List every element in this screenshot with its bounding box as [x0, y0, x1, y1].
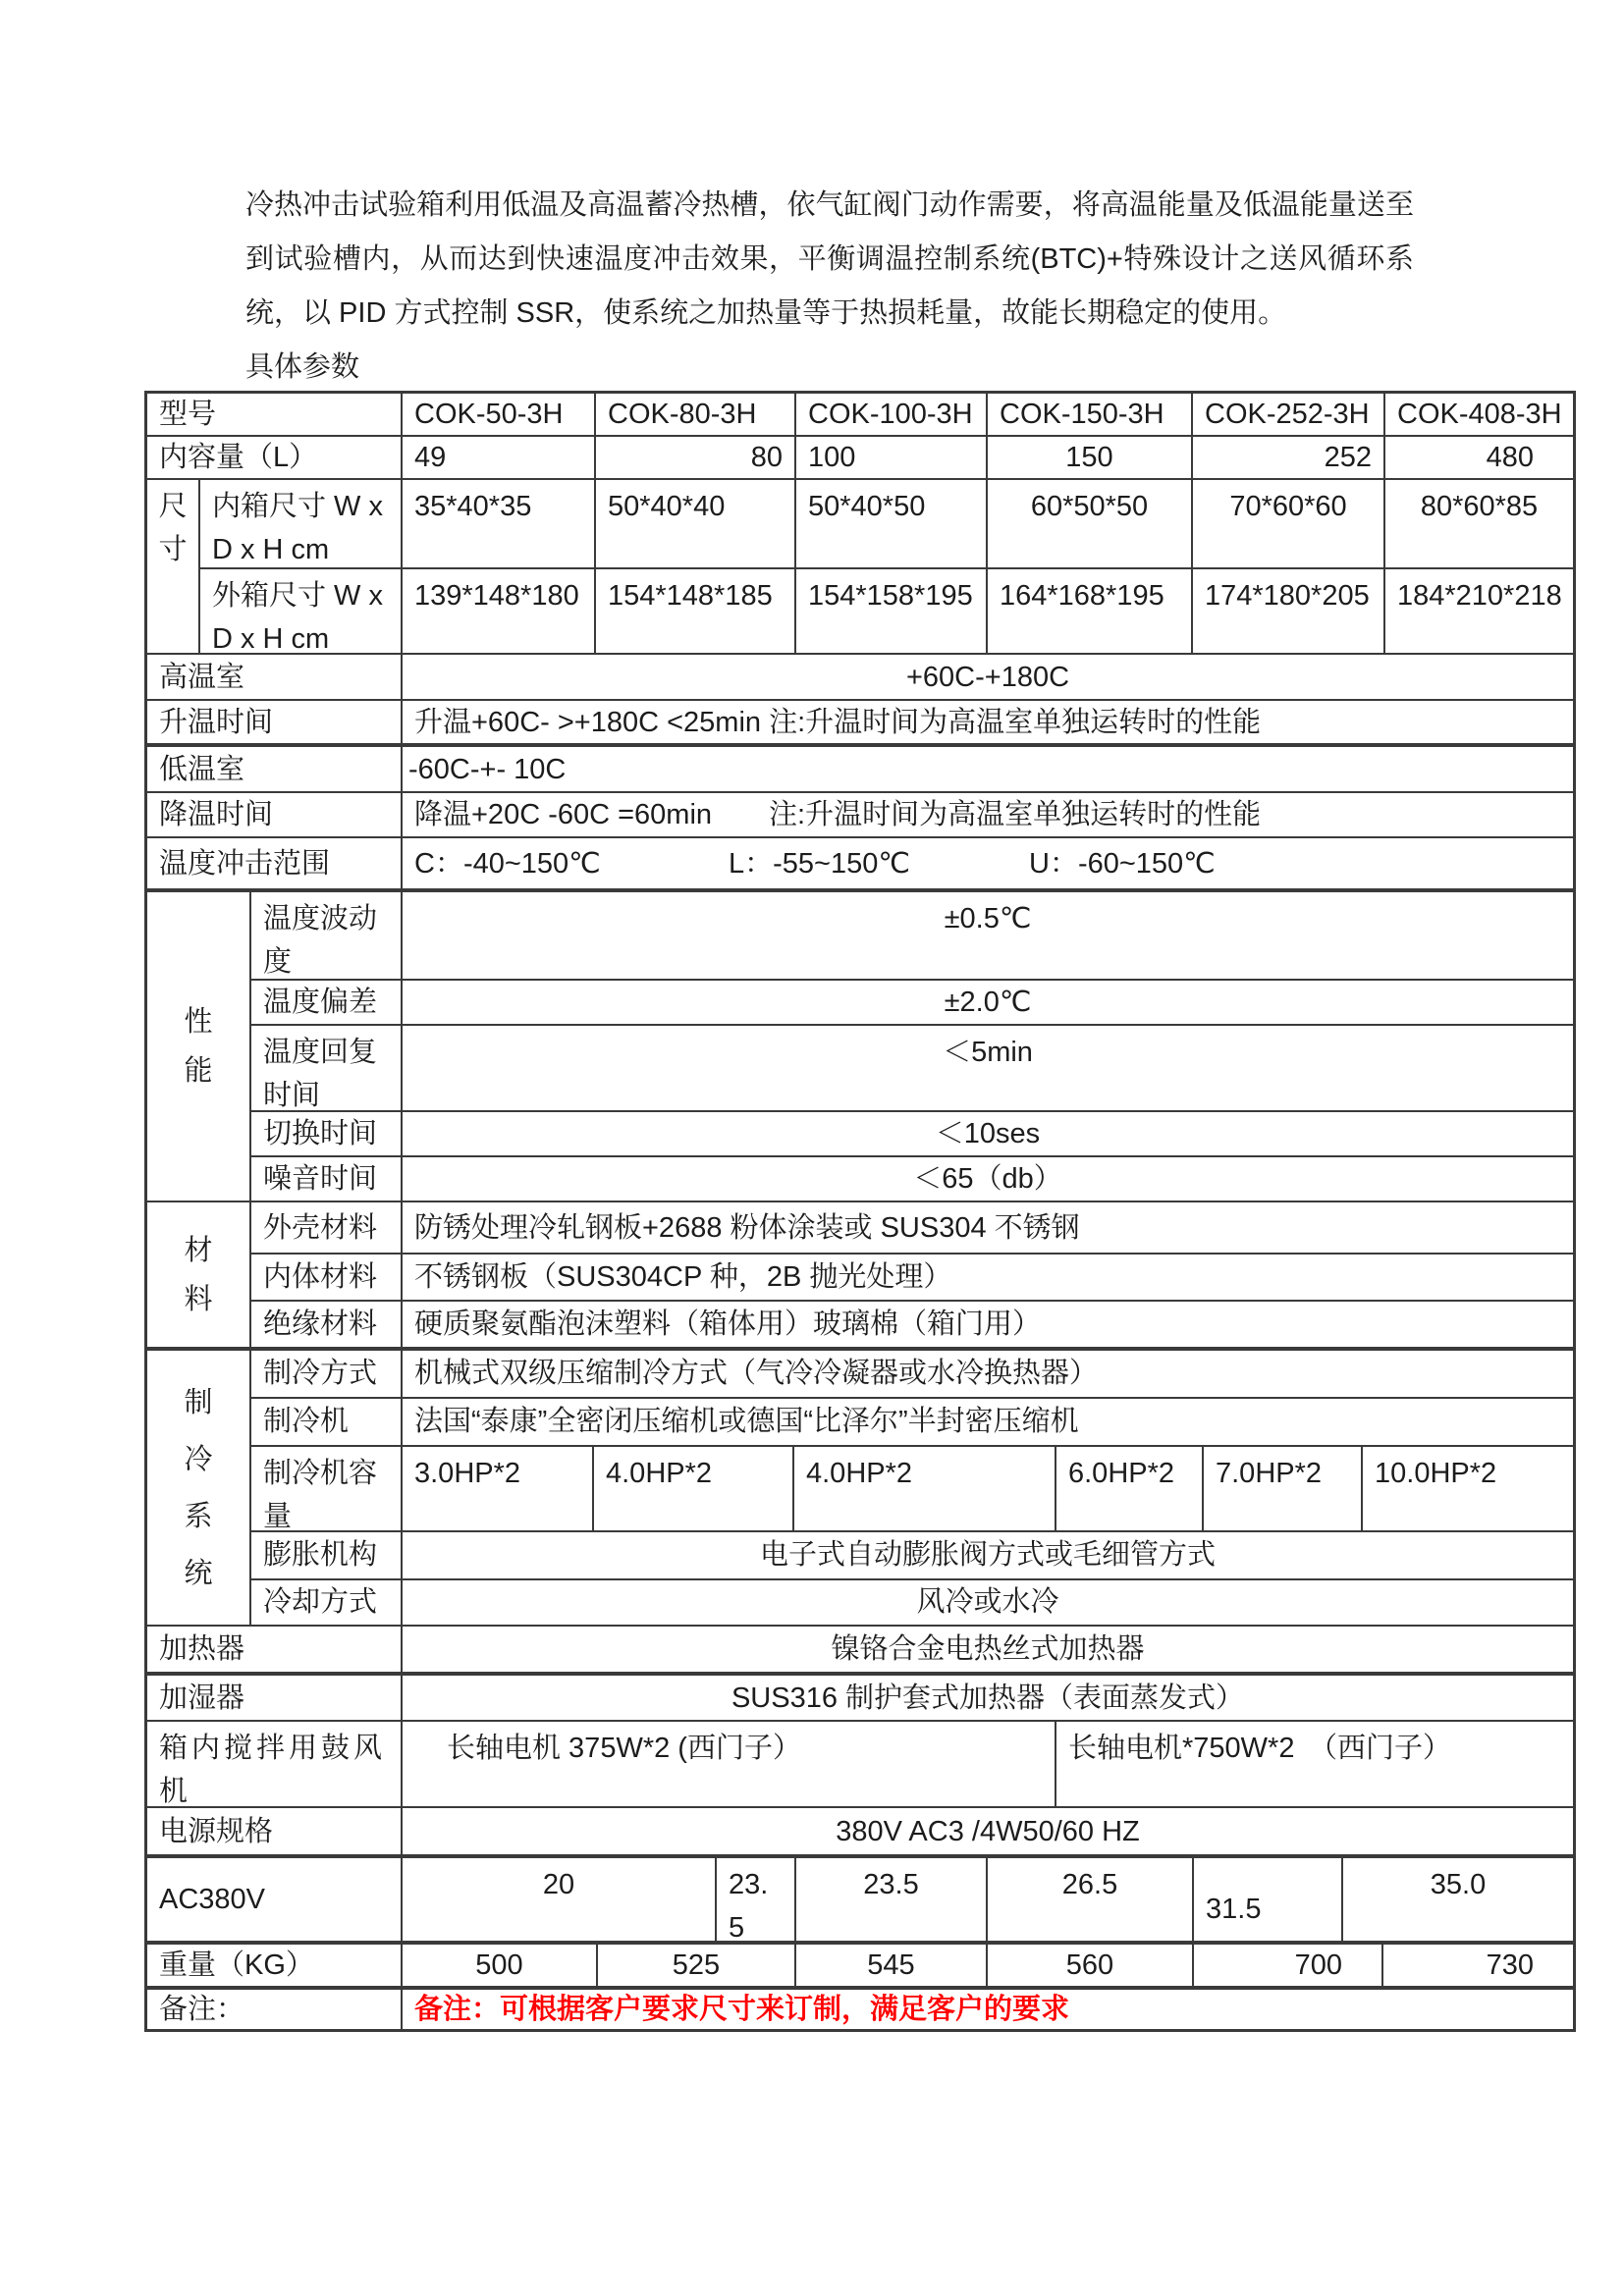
value-cell: 降温+20C -60C =60min 注:升温时间为高温室单独运转时的性能 — [414, 799, 1262, 830]
row-label: 温度波动 度 — [251, 892, 403, 979]
value-cell: 7.0HP*2 — [1204, 1447, 1363, 1530]
value-cell: 174*180*205 — [1193, 569, 1385, 655]
value-cell: 20 — [403, 1858, 717, 1941]
row-low-temp — [147, 743, 1573, 791]
section-label-dimensions: 尺寸 — [147, 480, 200, 653]
value-cell: 150 — [988, 437, 1193, 478]
row-capacity — [147, 435, 1573, 478]
value-cell: 50*40*40 — [596, 480, 796, 567]
value-cell: 硬质聚氨酯泡沫塑料（箱体用）玻璃棉（箱门用） — [414, 1308, 1042, 1340]
section-label-performance: 性能 — [147, 892, 251, 1201]
row-label: AC380V — [147, 1858, 403, 1941]
value-cell: 139*148*180 — [403, 569, 596, 655]
intro-paragraph: 冷热冲击试验箱利用低温及高温蓄冷热槽，依气缸阀门动作需要，将高温能量及低温能量送至到试验槽内，从而达到快速温度冲击效果，平衡调温控制系统(BTC)+特殊设计之送风循环系统，以 PID 方式控制 SSR，使系统之加热量等于热损耗量，故能长期稳定的使用。 — [245, 189, 1414, 329]
row-compressor — [251, 1397, 1573, 1445]
row-label: 降温时间 — [147, 793, 403, 836]
value-cell: 35*40*35 — [403, 480, 596, 567]
row-refrigeration-method — [251, 1351, 1573, 1397]
row-weight — [147, 1941, 1573, 1986]
value-cell: -60C-+- 10C — [408, 753, 567, 785]
band-materials — [147, 1201, 1573, 1347]
value-cell — [403, 838, 1573, 888]
row-label: 箱内搅拌用鼓风 机 — [147, 1722, 403, 1806]
value-cell: 252 — [1193, 437, 1385, 478]
value-cell: 风冷或水冷 — [916, 1586, 1059, 1619]
row-cooling-method — [251, 1578, 1573, 1625]
value-cell: SUS316 制护套式加热器（表面蒸发式） — [731, 1682, 1245, 1714]
band-refrigeration — [147, 1347, 1573, 1625]
value-cell: 防锈处理冷轧钢板+2688 粉体涂装或 SUS304 不锈钢 — [414, 1211, 1080, 1244]
spec-table — [144, 391, 1576, 2032]
value-cell: 80*60*85 — [1420, 491, 1539, 522]
value-cell: 480 — [1486, 442, 1534, 473]
row-heatup-time — [147, 699, 1573, 743]
value-cell: 26.5 — [988, 1858, 1194, 1941]
row-humidifier — [147, 1672, 1573, 1720]
model-cell: COK-150-3H — [988, 394, 1193, 435]
band-performance — [147, 888, 1573, 1201]
row-label: 高温室 — [147, 655, 403, 699]
row-label: 备注： — [147, 1990, 403, 2029]
value-cell: 60*50*50 — [988, 480, 1193, 567]
value-cell: ＜65（db） — [913, 1163, 1062, 1195]
value-cell: 法国“泰康”全密闭压缩机或德国“比泽尔”半封密压缩机 — [414, 1406, 1079, 1438]
value-cell: 154*148*185 — [596, 569, 796, 655]
shock-range-c: C：-40~150℃ — [414, 847, 601, 880]
value-cell: ＜5min — [943, 1037, 1033, 1068]
row-inner-dimensions — [200, 480, 1573, 567]
value-cell: 730 — [1486, 1949, 1534, 1981]
value-cell: 700 — [1194, 1945, 1383, 1986]
value-cell: 升温+60C- >+180C <25min 注:升温时间为高温室单独运转时的性能 — [414, 706, 1262, 738]
value-cell: 长轴电机*750W*2 （西门子） — [1068, 1733, 1451, 1764]
value-cell: 长轴电机 375W*2 (西门子） — [403, 1722, 1056, 1806]
model-cell: COK-408-3H — [1397, 399, 1562, 430]
row-label: 电源规格 — [147, 1808, 403, 1854]
row-temp-fluctuation — [251, 892, 1573, 979]
row-switch-time — [251, 1110, 1573, 1155]
intro-block — [245, 179, 1414, 395]
row-high-temp — [147, 653, 1573, 699]
row-noise — [251, 1155, 1573, 1201]
value-cell: 4.0HP*2 — [594, 1447, 794, 1530]
value-cell: 164*168*195 — [988, 569, 1193, 655]
row-label: 温度偏差 — [251, 981, 403, 1024]
row-label: 温度回复 时间 — [251, 1026, 403, 1110]
row-label: 型号 — [147, 394, 403, 435]
row-current — [147, 1854, 1573, 1941]
row-label: 制冷机 — [251, 1399, 403, 1445]
remark-text: 备注：可根据客户要求尺寸来订制，满足客户的要求 — [414, 1994, 1070, 2025]
value-cell: 4.0HP*2 — [794, 1447, 1056, 1530]
value-cell: 184*210*218 — [1397, 580, 1562, 612]
row-power-spec — [147, 1806, 1573, 1854]
value-cell: 23.5 — [796, 1858, 988, 1941]
row-label: 制冷方式 — [251, 1351, 403, 1397]
row-shell-material — [251, 1202, 1573, 1253]
value-cell: 电子式自动膨胀阀方式或毛细管方式 — [759, 1539, 1216, 1572]
value-cell: 3.0HP*2 — [403, 1447, 594, 1530]
intro-subtitle: 具体参数 — [245, 351, 360, 383]
row-label: 制冷机容 量 — [251, 1447, 403, 1530]
row-label: 加湿器 — [147, 1676, 403, 1720]
value-cell: 镍铬合金电热丝式加热器 — [831, 1633, 1145, 1665]
row-label: 切换时间 — [251, 1112, 403, 1155]
value-cell: 50*40*50 — [796, 480, 988, 567]
row-label: 重量（KG） — [147, 1945, 403, 1986]
value-cell: ±2.0℃ — [944, 987, 1032, 1018]
value-cell: 154*158*195 — [796, 569, 988, 655]
value-cell: +60C-+180C — [905, 661, 1070, 693]
row-model — [147, 394, 1573, 435]
model-cell: COK-100-3H — [796, 394, 988, 435]
band-dimensions — [147, 478, 1573, 653]
row-heater — [147, 1625, 1573, 1672]
row-label: 膨胀机构 — [251, 1532, 403, 1578]
row-cooldown-time — [147, 791, 1573, 836]
value-cell: 49 — [403, 437, 596, 478]
value-cell: 70*60*60 — [1193, 480, 1385, 567]
value-cell: 380V AC3 /4W50/60 HZ — [836, 1815, 1140, 1847]
value-cell: 31.5 — [1194, 1858, 1343, 1941]
value-cell: 100 — [796, 437, 988, 478]
model-cell: COK-252-3H — [1193, 394, 1385, 435]
row-temp-recovery — [251, 1024, 1573, 1110]
row-label: 内箱尺寸 W x D x H cm — [200, 480, 403, 567]
value-cell — [403, 1990, 1573, 2029]
value-cell: 80 — [596, 437, 796, 478]
value-cell: 500 — [403, 1945, 598, 1986]
row-label: 外箱尺寸 W x D x H cm — [200, 569, 403, 655]
row-inner-material — [251, 1253, 1573, 1299]
row-label: 冷却方式 — [251, 1580, 403, 1625]
value-cell: 35.0 — [1430, 1869, 1487, 1900]
row-label: 噪音时间 — [251, 1157, 403, 1201]
model-cell: COK-80-3H — [596, 394, 796, 435]
row-expansion — [251, 1530, 1573, 1578]
row-remark — [147, 1986, 1573, 2029]
value-cell: 10.0HP*2 — [1375, 1457, 1497, 1489]
row-label: 升温时间 — [147, 701, 403, 743]
row-label: 温度冲击范围 — [147, 838, 403, 888]
section-label-materials: 材料 — [147, 1202, 251, 1347]
value-cell: 525 — [598, 1945, 796, 1986]
row-shock-range — [147, 836, 1573, 888]
row-compressor-capacity — [251, 1445, 1573, 1530]
shock-range-u: U：-60~150℃ — [1029, 847, 1216, 880]
value-cell: 23. 5 — [717, 1858, 796, 1941]
value-cell: 6.0HP*2 — [1056, 1447, 1204, 1530]
row-label: 外壳材料 — [251, 1202, 403, 1253]
value-cell: ±0.5℃ — [944, 903, 1032, 934]
row-label: 内体材料 — [251, 1255, 403, 1299]
row-label: 绝缘材料 — [251, 1302, 403, 1347]
value-cell: 560 — [988, 1945, 1194, 1986]
section-label-refrigeration: 制冷系统 — [147, 1351, 251, 1625]
value-cell: 机械式双级压缩制冷方式（气冷冷凝器或水冷换热器） — [414, 1358, 1099, 1390]
shock-range-l: L：-55~150℃ — [729, 847, 910, 880]
row-blower — [147, 1720, 1573, 1806]
value-cell: 545 — [796, 1945, 988, 1986]
row-label: 内容量（L） — [147, 437, 403, 478]
row-label: 加热器 — [147, 1627, 403, 1672]
row-temp-deviation — [251, 979, 1573, 1024]
row-outer-dimensions — [200, 567, 1573, 655]
row-insulation-material — [251, 1300, 1573, 1347]
row-label: 低温室 — [147, 747, 403, 791]
value-cell: 不锈钢板（SUS304CP 种，2B 抛光处理） — [414, 1260, 952, 1293]
value-cell: ＜10ses — [935, 1118, 1041, 1149]
model-cell: COK-50-3H — [403, 394, 596, 435]
